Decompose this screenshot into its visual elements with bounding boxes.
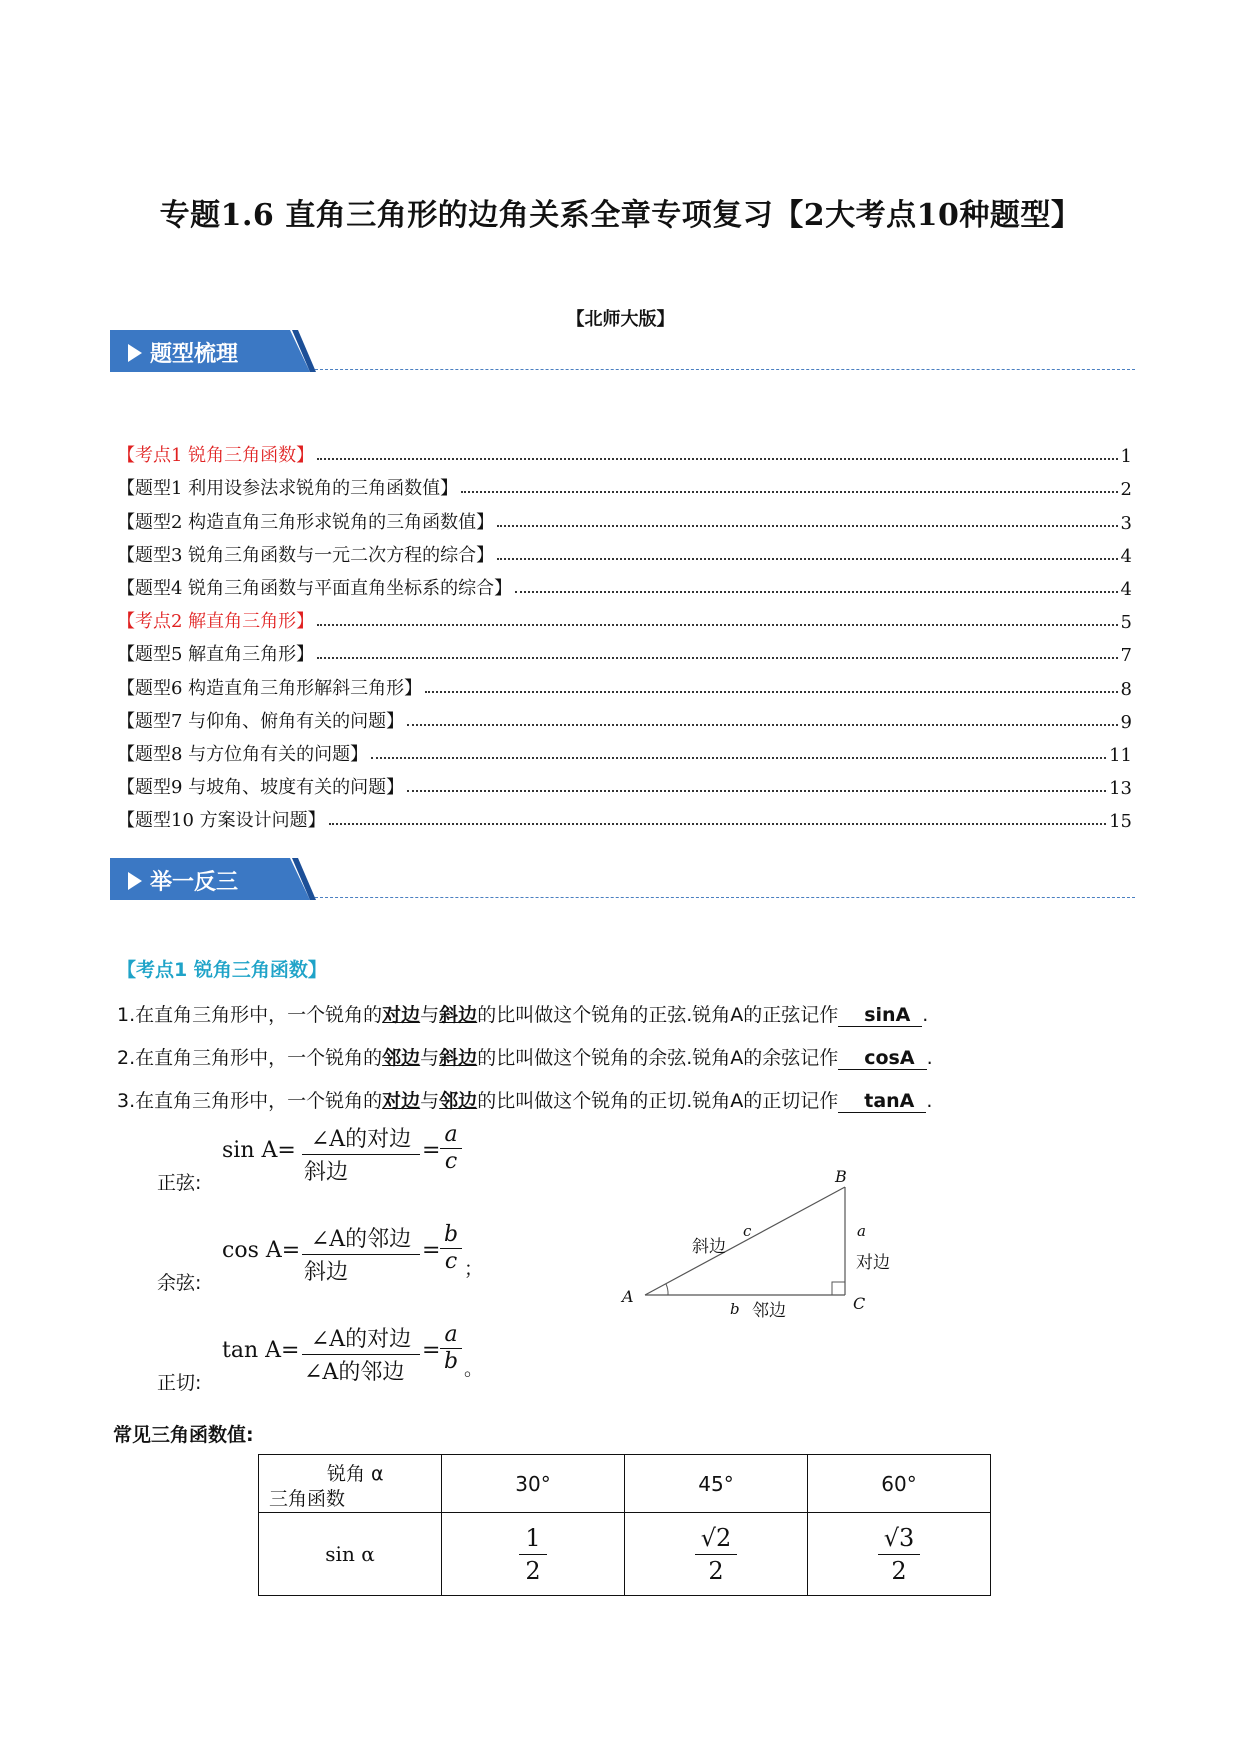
angle-45-header: 45° xyxy=(625,1455,808,1513)
formula-lhs: sin A= xyxy=(222,1138,296,1163)
toc-page-number: 15 xyxy=(1109,811,1132,833)
toc-page-number: 13 xyxy=(1109,778,1132,800)
play-icon xyxy=(128,872,142,890)
vertex-c-label: C xyxy=(853,1294,866,1313)
toc-leader xyxy=(317,624,1117,626)
toc-entry-title: 【题型5 解直角三角形】 xyxy=(117,644,315,666)
toc-leader xyxy=(317,458,1117,460)
toc-entry-title: 【题型8 与方位角有关的问题】 xyxy=(117,743,369,765)
keyword: 对边 xyxy=(382,1004,421,1026)
answer-blank: tanA xyxy=(838,1090,926,1113)
toc-entry-title: 【题型6 构造直角三角形解斜三角形】 xyxy=(117,677,423,699)
toc-leader xyxy=(407,790,1106,792)
formula-letter-fraction: $\frac{a}{b}$ xyxy=(440,1322,462,1374)
toc-row[interactable] xyxy=(117,600,1132,633)
answer-blank: sinA xyxy=(838,1004,922,1027)
common-values-table xyxy=(258,1454,991,1596)
play-icon xyxy=(128,344,142,362)
toc-leader xyxy=(461,491,1117,493)
toc-leader xyxy=(317,657,1117,659)
toc-entry-title: 【考点2 解直角三角形】 xyxy=(117,611,315,633)
toc-row[interactable] xyxy=(117,534,1132,567)
toc-page-number: 3 xyxy=(1120,512,1132,534)
opposite-letter: a xyxy=(857,1222,866,1240)
toc-leader xyxy=(371,757,1106,759)
toc-row[interactable] xyxy=(117,567,1132,600)
toc-entry-title: 【题型2 构造直角三角形求锐角的三角函数值】 xyxy=(117,511,495,533)
section-heading: 【考点1 锐角三角函数】 xyxy=(117,959,327,981)
toc-row[interactable] xyxy=(117,633,1132,666)
adjacent-label: 邻边 xyxy=(752,1301,786,1321)
toc-row[interactable] xyxy=(117,700,1132,733)
toc-leader xyxy=(407,724,1117,726)
formula-lhs: tan A= xyxy=(222,1338,300,1363)
definition-line: 1.在直角三角形中，一个锐角的对边与斜边的比叫做这个锐角的正弦.锐角A的正弦记作 sinA . xyxy=(117,1004,929,1026)
vertex-b-label: B xyxy=(835,1167,847,1186)
vertex-a-label: A xyxy=(622,1287,634,1306)
toc-row[interactable] xyxy=(117,500,1132,533)
angle-30-header: 30° xyxy=(442,1455,625,1513)
definition-line: 2.在直角三角形中，一个锐角的邻边与斜边的比叫做这个锐角的余弦.锐角A的余弦记作 cosA . xyxy=(117,1047,933,1069)
sin-30-value: $\frac{1}{2}$ xyxy=(442,1513,625,1596)
banner-examples-label: 举一反三 xyxy=(150,870,239,895)
banner-examples xyxy=(110,858,1135,900)
keyword: 邻边 xyxy=(439,1090,478,1112)
document-title: 专题1.6 直角三角形的边角关系全章专项复习【2大考点10种题型】 xyxy=(159,198,1082,233)
definition-line: 3.在直角三角形中，一个锐角的对边与邻边的比叫做这个锐角的正切.锐角A的正切记作 tanA . xyxy=(117,1090,933,1112)
angle-60-header: 60° xyxy=(808,1455,991,1513)
formula-word-fraction: ∠A的对边 ∠A的邻边 xyxy=(302,1322,420,1386)
toc-leader xyxy=(497,558,1117,560)
hypotenuse-label: 斜边 xyxy=(692,1237,726,1257)
table-corner-header: 锐角 α 三角函数 xyxy=(259,1455,442,1513)
toc-row[interactable] xyxy=(117,766,1132,799)
formula-label: 余弦: xyxy=(157,1272,202,1294)
formula-label: 正切: xyxy=(157,1372,202,1394)
toc-row[interactable] xyxy=(117,666,1132,699)
edition-label: 【北师大版】 xyxy=(566,309,675,330)
toc-page-number: 5 xyxy=(1120,612,1132,634)
keyword: 对边 xyxy=(382,1090,421,1112)
toc-page-number: 1 xyxy=(1120,446,1132,468)
toc-page-number: 11 xyxy=(1109,744,1132,766)
answer-blank: cosA xyxy=(838,1047,926,1070)
toc-page-number: 8 xyxy=(1120,678,1132,700)
toc-page-number: 2 xyxy=(1120,479,1132,501)
toc-row[interactable] xyxy=(117,799,1132,832)
opposite-label: 对边 xyxy=(856,1253,890,1273)
formula-word-fraction: ∠A的对边 斜边 xyxy=(302,1122,420,1186)
toc-row[interactable] xyxy=(117,733,1132,766)
toc-entry-title: 【题型3 锐角三角函数与一元二次方程的综合】 xyxy=(117,544,495,566)
toc-row[interactable] xyxy=(117,467,1132,500)
keyword: 邻边 xyxy=(382,1047,421,1069)
formula-letter-fraction: $\frac{a}{c}$ xyxy=(440,1122,462,1174)
toc-entry-title: 【题型9 与坡角、坡度有关的问题】 xyxy=(117,777,405,799)
sin-45-value: $\frac{√2}{2}$ xyxy=(625,1513,808,1596)
formula-letter-fraction: $\frac{b}{c}$ xyxy=(440,1222,462,1274)
common-values-heading: 常见三角函数值: xyxy=(113,1424,254,1446)
banner-toc xyxy=(110,330,1135,372)
toc-page-number: 7 xyxy=(1120,645,1132,667)
formula-lhs: cos A= xyxy=(222,1238,301,1263)
keyword: 斜边 xyxy=(439,1047,478,1069)
toc-page-number: 4 xyxy=(1120,578,1132,600)
toc-page-number: 4 xyxy=(1120,545,1132,567)
toc-entry-title: 【题型10 方案设计问题】 xyxy=(117,810,326,832)
adjacent-letter: b xyxy=(730,1300,740,1318)
toc-leader xyxy=(497,525,1117,527)
toc-leader xyxy=(329,823,1106,825)
hypotenuse-letter: c xyxy=(743,1222,752,1240)
toc-leader xyxy=(425,691,1117,693)
toc-page-number: 9 xyxy=(1120,711,1132,733)
keyword: 斜边 xyxy=(439,1004,478,1026)
toc-entry-title: 【题型7 与仰角、俯角有关的问题】 xyxy=(117,710,405,732)
toc-entry-title: 【题型1 利用设参法求锐角的三角函数值】 xyxy=(117,478,459,500)
table-of-contents xyxy=(117,434,1132,832)
toc-row[interactable] xyxy=(117,434,1132,467)
toc-entry-title: 【考点1 锐角三角函数】 xyxy=(117,445,315,467)
sin-row-label: sin α xyxy=(259,1513,442,1596)
toc-leader xyxy=(515,591,1117,593)
formula-label: 正弦: xyxy=(157,1172,202,1194)
formula-word-fraction: ∠A的邻边 斜边 xyxy=(302,1222,420,1286)
toc-entry-title: 【题型4 锐角三角函数与平面直角坐标系的综合】 xyxy=(117,577,513,599)
banner-toc-label: 题型梳理 xyxy=(150,342,239,367)
sin-60-value: $\frac{√3}{2}$ xyxy=(808,1513,991,1596)
